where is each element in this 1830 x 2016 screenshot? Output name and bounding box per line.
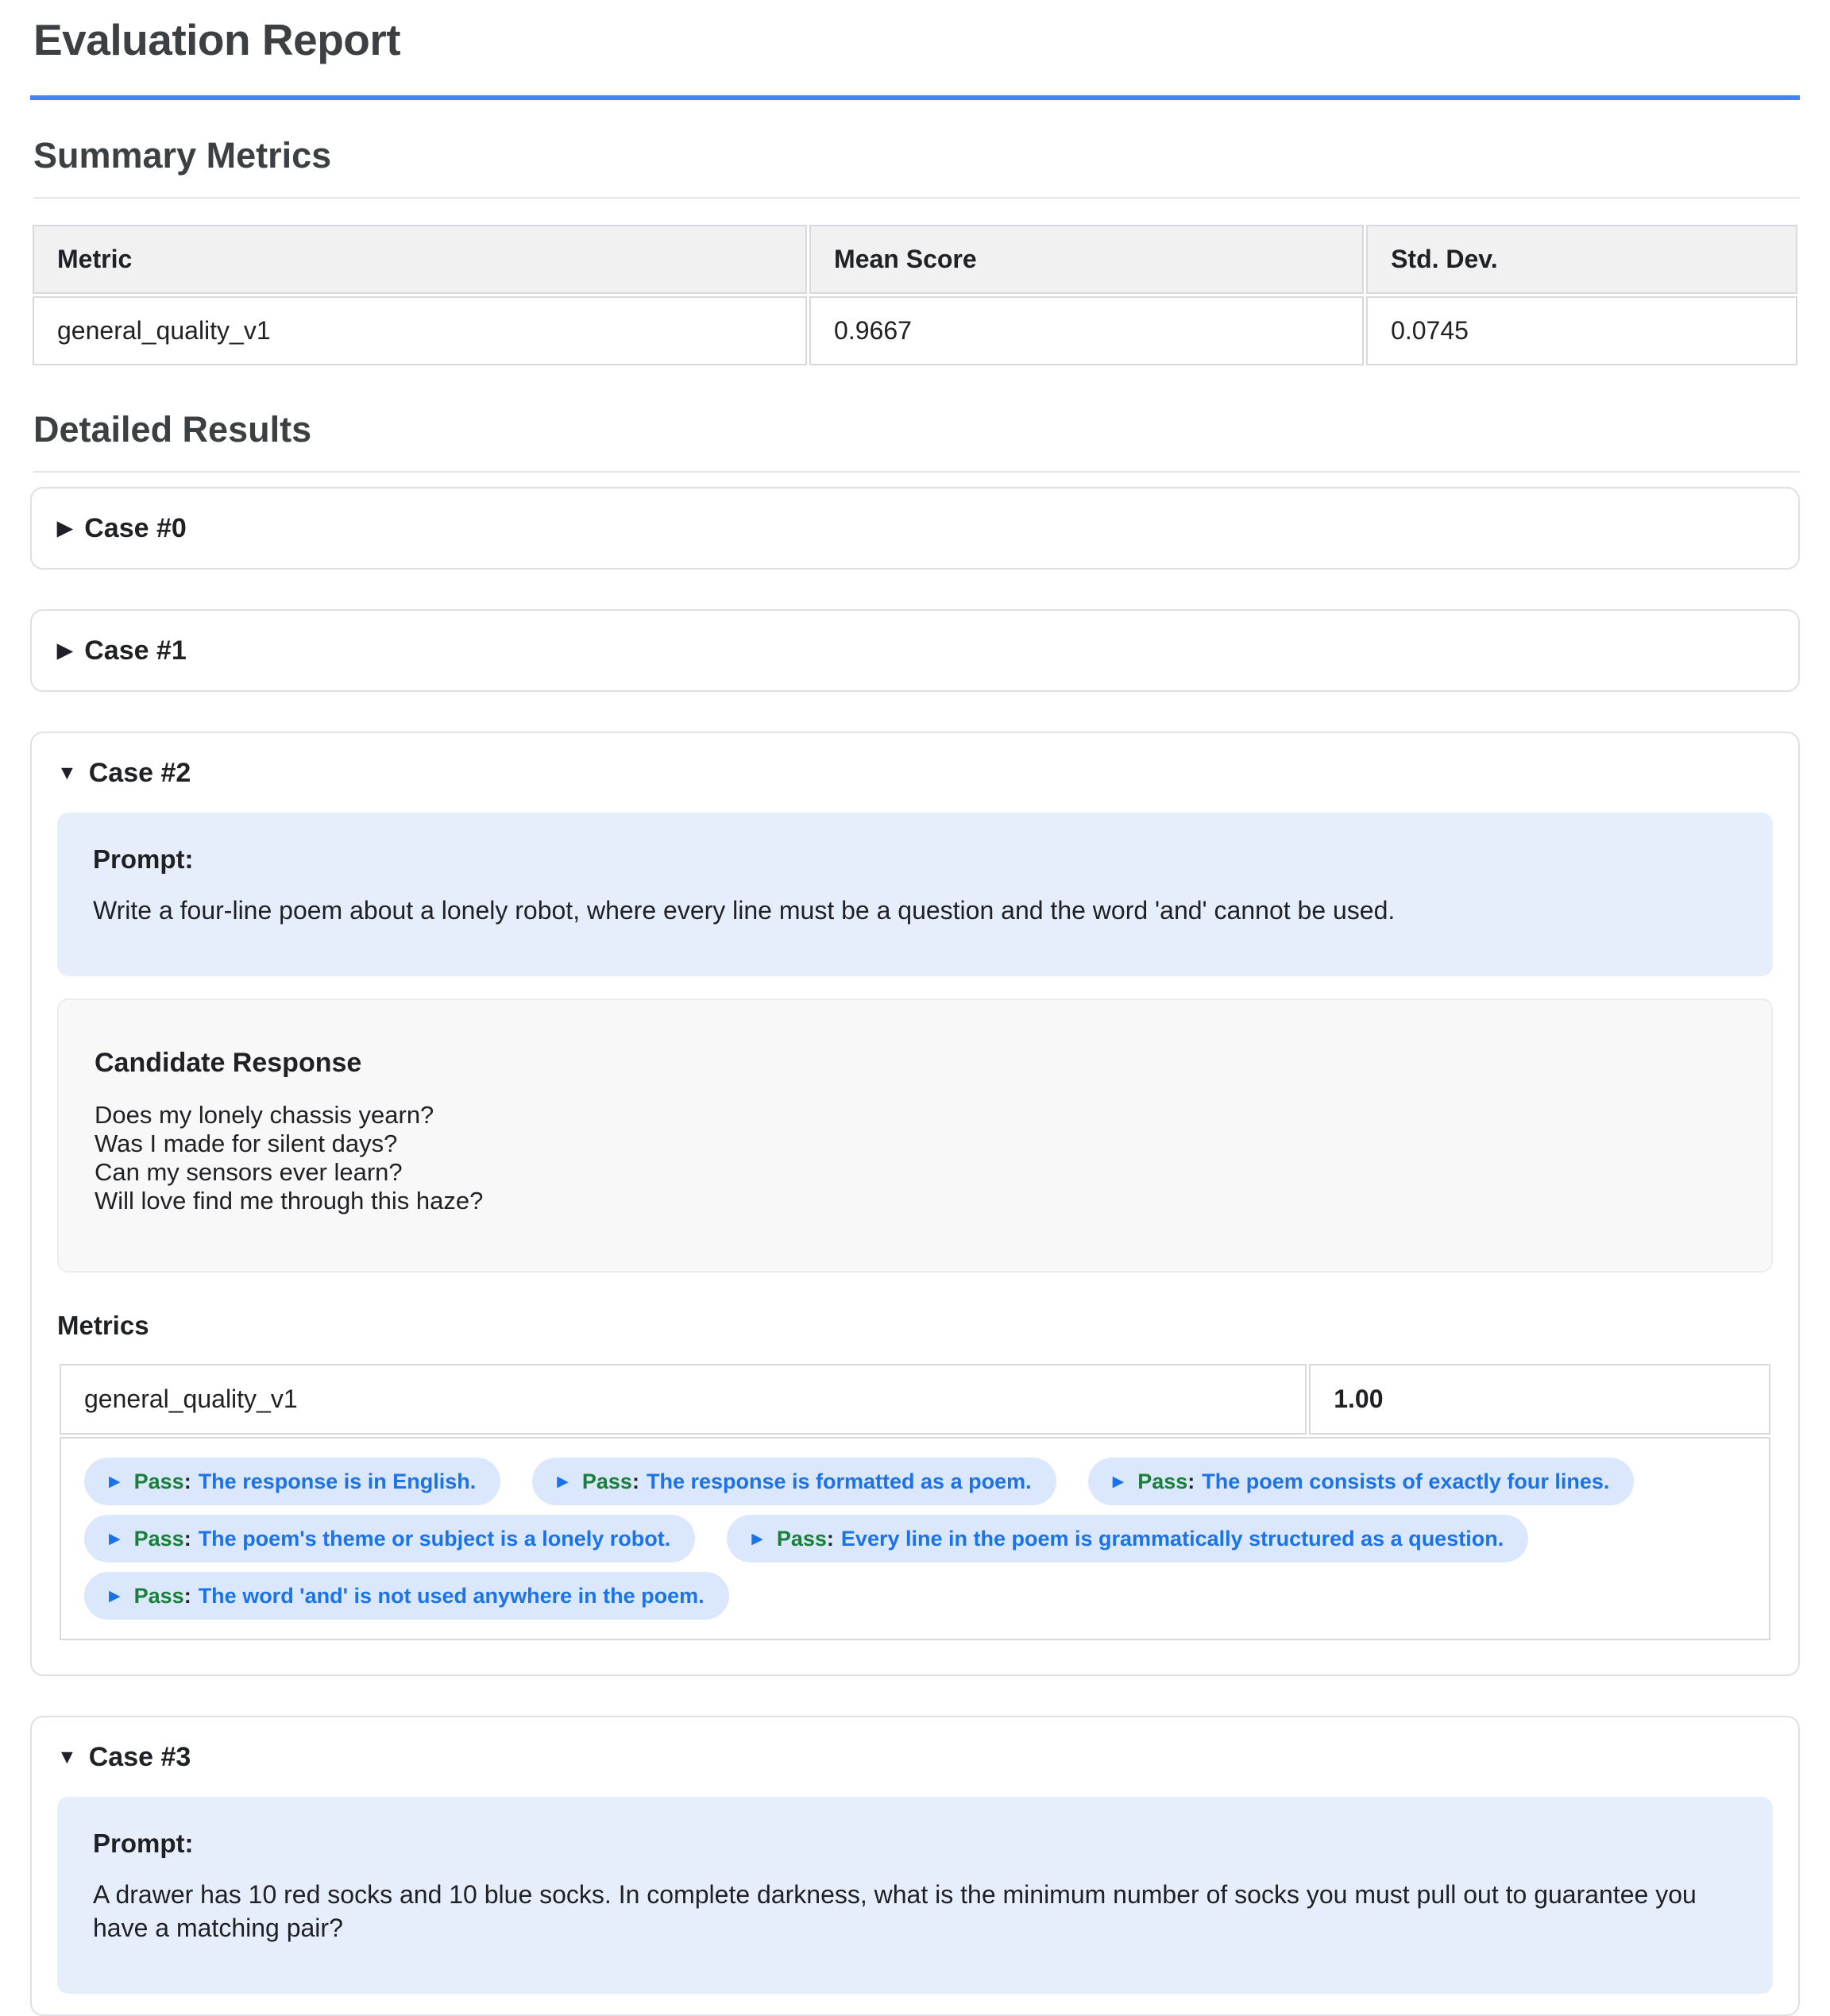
candidate-response-box <box>57 998 1773 1273</box>
separator: : <box>631 1470 639 1493</box>
prompt-box <box>57 1797 1773 1994</box>
check-pill-4 <box>727 1515 1528 1562</box>
case-3-title: Case #3 <box>88 1742 191 1772</box>
case-metric-table <box>57 1361 1773 1643</box>
separator: : <box>1187 1470 1195 1493</box>
poem-line: Will love find me through this haze? <box>95 1187 484 1215</box>
page-title: Evaluation Report <box>33 15 401 64</box>
summary-table-header-row <box>33 225 1797 294</box>
summary-metrics-table <box>30 222 1800 368</box>
collapsed-triangle-icon: ▶ <box>57 639 73 662</box>
check-pill-1 <box>532 1458 1056 1505</box>
prompt-box <box>57 813 1773 976</box>
case-1-details <box>30 609 1800 692</box>
case-1-summary[interactable] <box>57 631 1773 670</box>
pass-badge: Pass <box>133 1584 184 1608</box>
case-2-summary[interactable] <box>57 754 1773 792</box>
expanded-triangle-icon: ▼ <box>57 761 77 784</box>
collapsed-triangle-icon: ▶ <box>57 516 73 539</box>
metric-name: general_quality_v1 <box>60 1364 1307 1435</box>
candidate-response-heading: Candidate Response <box>95 1048 362 1078</box>
evaluation-report-page <box>30 14 1800 2016</box>
separator: : <box>826 1527 834 1551</box>
check-description: The response is in English. <box>198 1470 477 1493</box>
pass-badge: Pass <box>776 1527 827 1551</box>
check-description: Every line in the poem is grammatically structured as a question. <box>840 1527 1504 1551</box>
pass-badge: Pass <box>133 1470 184 1493</box>
collapsed-triangle-icon: ▶ <box>751 1530 763 1547</box>
case-2-details <box>30 732 1800 1676</box>
column-header-std-dev: Std. Dev. <box>1366 225 1797 294</box>
prompt-label: Prompt: <box>93 1829 194 1858</box>
column-header-mean-score: Mean Score <box>809 225 1364 294</box>
check-pill-0 <box>84 1458 500 1505</box>
metric-score-row <box>60 1364 1770 1435</box>
separator: : <box>183 1470 191 1493</box>
case-0-details <box>30 487 1800 570</box>
poem-line: Was I made for silent days? <box>95 1130 398 1157</box>
separator: : <box>183 1527 191 1551</box>
collapsed-triangle-icon: ▶ <box>109 1587 121 1605</box>
case-3-summary[interactable] <box>57 1738 1773 1776</box>
pass-badge: Pass <box>133 1527 184 1551</box>
check-pill-3 <box>84 1515 695 1562</box>
poem-line: Can my sensors ever learn? <box>95 1158 403 1186</box>
metric-score: 1.00 <box>1309 1364 1770 1435</box>
summary-metrics-section <box>30 135 1800 368</box>
pass-badge: Pass <box>1137 1470 1188 1493</box>
separator: : <box>183 1584 191 1608</box>
expanded-triangle-icon: ▼ <box>57 1745 77 1768</box>
check-description: The poem consists of exactly four lines. <box>1202 1470 1610 1493</box>
collapsed-triangle-icon: ▶ <box>109 1530 121 1547</box>
check-description: The response is formatted as a poem. <box>646 1470 1032 1493</box>
prompt-text: Write a four-line poem about a lonely robot, where every line must be a question and the word 'and' cannot be used. <box>93 896 1396 925</box>
check-description: The poem's theme or subject is a lonely robot. <box>198 1527 671 1551</box>
collapsed-triangle-icon: ▶ <box>109 1473 121 1490</box>
detailed-results-section <box>30 409 1800 2016</box>
collapsed-triangle-icon: ▶ <box>557 1473 569 1490</box>
summary-table-row <box>33 296 1797 365</box>
pass-badge: Pass <box>581 1470 632 1493</box>
summary-metrics-heading: Summary Metrics <box>33 135 1800 199</box>
detailed-results-heading: Detailed Results <box>33 409 1800 473</box>
metric-checks-row <box>60 1437 1770 1640</box>
case-0-title: Case #0 <box>84 513 187 543</box>
check-pill-list <box>84 1458 1746 1620</box>
prompt-label: Prompt: <box>93 844 194 874</box>
poem-line: Does my lonely chassis yearn? <box>95 1101 434 1129</box>
column-header-metric: Metric <box>33 225 807 294</box>
check-pill-5 <box>84 1572 729 1620</box>
std-dev-value: 0.0745 <box>1366 296 1797 365</box>
metric-name-value: general_quality_v1 <box>33 296 807 365</box>
case-1-title: Case #1 <box>84 635 187 666</box>
case-3-details <box>30 1716 1800 2016</box>
mean-score-value: 0.9667 <box>809 296 1364 365</box>
prompt-text: A drawer has 10 red socks and 10 blue socks. In complete darkness, what is the minimum number of socks you must pull out to guarantee you have a matching pair? <box>93 1880 1697 1942</box>
collapsed-triangle-icon: ▶ <box>1112 1473 1125 1490</box>
candidate-response-text <box>95 1101 1735 1215</box>
check-pill-2 <box>1088 1458 1635 1505</box>
check-description: The word 'and' is not used anywhere in the poem. <box>198 1584 705 1608</box>
case-2-title: Case #2 <box>88 758 191 788</box>
case-0-summary[interactable] <box>57 509 1773 547</box>
title-divider <box>30 95 1800 100</box>
metrics-heading: Metrics <box>57 1311 149 1340</box>
